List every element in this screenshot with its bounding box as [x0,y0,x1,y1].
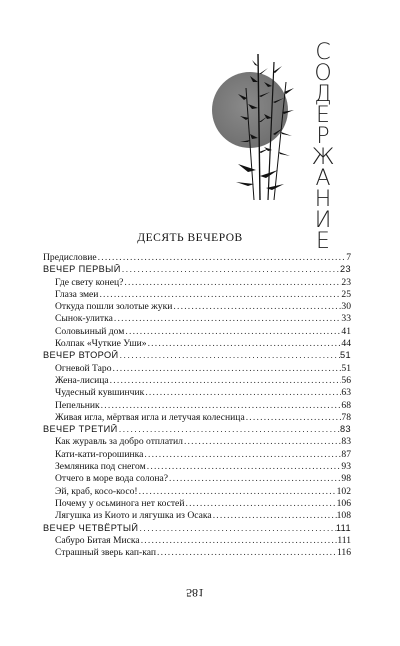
dot-leader [172,301,341,312]
dot-leader [212,510,337,521]
toc-entry-row [43,449,351,461]
title-letter: Е [316,103,330,128]
toc-entry-row [43,289,351,301]
dot-leader [140,535,338,546]
page-number: 581 [186,586,204,600]
toc-page-number: 106 [336,497,351,509]
toc-page-number: 116 [336,547,351,559]
toc-page-number: 56 [341,374,351,386]
dot-leader [124,326,341,337]
toc-page-number: 33 [341,313,351,325]
toc-page-number: 30 [341,301,351,313]
toc-title: Почему у осьминога нет костей [55,497,185,509]
dot-leader [123,277,341,288]
toc-page-number: 7 [346,252,351,263]
toc-title: ВЕЧЕР ЧЕТВЁРТЫЙ [43,522,139,533]
toc-entry-row [43,498,351,510]
toc-section-row [43,264,351,276]
toc-subtitle: ДЕСЯТЬ ВЕЧЕРОВ [137,232,243,244]
toc-title: Огневой Таро [55,362,112,374]
toc-title: Земляника под снегом [55,461,146,473]
toc-page-number: 98 [341,473,351,485]
toc-title: Страшный зверь кап-кап [55,547,156,559]
title-letter: Д [314,82,332,107]
toc-title: Эй, краб, косо-косо! [55,485,138,497]
toc-page-number: 51 [339,350,351,361]
toc-title: Жена-лисица [55,374,109,386]
toc-entry-row [43,363,351,375]
toc-entry-row [43,547,351,559]
toc-entry-row [43,301,351,313]
toc-title: Отчего в море вода солона? [55,473,169,485]
toc-title: Лягушка из Киото и лягушка из Осака [55,510,212,522]
toc-entry-row [43,313,351,325]
toc-page-number: 78 [341,411,351,423]
toc-title: Соловьиный дом [55,325,125,337]
toc-entry-row [43,326,351,338]
dot-leader [184,498,336,509]
toc-entry-row [43,252,351,264]
toc-entry-row [43,535,351,547]
toc-page-number: 102 [336,485,351,497]
dot-leader [147,338,342,349]
dot-leader [144,387,341,398]
toc-page-number: 111 [337,534,351,546]
toc-entry-row [43,412,351,424]
toc-title: Предисловие [43,252,97,263]
toc-title: ВЕЧЕР ВТОРОЙ [43,350,119,361]
title-letter: Р [316,124,330,149]
toc-page-number: 23 [341,276,351,288]
dot-leader [113,313,342,324]
table-of-contents [43,252,351,559]
toc-section-row [43,350,351,362]
toc-page-number: 63 [341,387,351,399]
toc-section-row [43,424,351,436]
contents-title-vertical [306,42,340,252]
dot-leader [119,350,340,360]
toc-title: Глаза змеи [55,288,99,300]
toc-page-number: 87 [341,448,351,460]
toc-page-number: 23 [339,264,351,275]
toc-entry-row [43,486,351,498]
toc-title: Где свету конец? [55,276,124,288]
toc-entry-row [43,436,351,448]
dot-leader [146,461,342,472]
toc-page-number: 93 [341,461,351,473]
toc-entry-row [43,338,351,350]
toc-title: Кати-кати-горошинка [55,448,144,460]
dot-leader [183,436,341,447]
moon-bamboo-illustration [208,52,304,202]
toc-title: Сынок-улитка [55,313,113,325]
toc-title: Откуда пошли золотые жуки [55,301,173,313]
dot-leader [98,289,341,300]
toc-section-row [43,523,351,535]
toc-page-number: 108 [336,510,351,522]
dot-leader [245,412,342,423]
title-letter: И [314,208,332,233]
title-letter: Е [316,229,330,254]
toc-page-number: 111 [335,522,351,533]
dot-leader [138,523,335,533]
toc-title: Колпак «Чуткие Уши» [55,338,147,350]
toc-entry-row [43,461,351,473]
toc-page-number: 68 [341,399,351,411]
toc-title: Как журавль за добро отплатил [55,436,183,448]
dot-leader [138,486,337,497]
toc-title: Сабуро Битая Миска [55,534,140,546]
dot-leader [97,252,347,263]
title-letter: А [315,166,331,191]
toc-page-number: 41 [341,325,351,337]
toc-page-number: 25 [341,288,351,300]
toc-title: Живая игла, мёртвая игла и летучая колесница [55,411,245,423]
toc-title: ВЕЧЕР ПЕРВЫЙ [43,264,121,275]
dot-leader [143,449,341,460]
toc-entry-row [43,473,351,485]
toc-page-number: 83 [339,424,351,435]
dot-leader [109,375,342,386]
toc-title: Чудесный кувшинчик [55,387,145,399]
toc-page-number: 83 [341,436,351,448]
dot-leader [118,424,340,434]
toc-entry-row [43,277,351,289]
moon-disc [212,72,288,148]
toc-entry-row [43,387,351,399]
dot-leader [112,363,342,374]
toc-page-number: 51 [341,362,351,374]
toc-entry-row [43,400,351,412]
toc-page-number: 44 [341,338,351,350]
title-letter: Ж [311,145,335,170]
title-letter: Н [314,187,332,212]
dot-leader [100,400,342,411]
dot-leader [156,547,337,558]
dot-leader [168,473,341,484]
title-letter: С [315,40,331,65]
title-letter: О [314,61,332,86]
toc-title: ВЕЧЕР ТРЕТИЙ [43,424,118,435]
toc-entry-row [43,510,351,522]
toc-title: Пепельник [55,399,100,411]
dot-leader [121,264,340,274]
toc-entry-row [43,375,351,387]
